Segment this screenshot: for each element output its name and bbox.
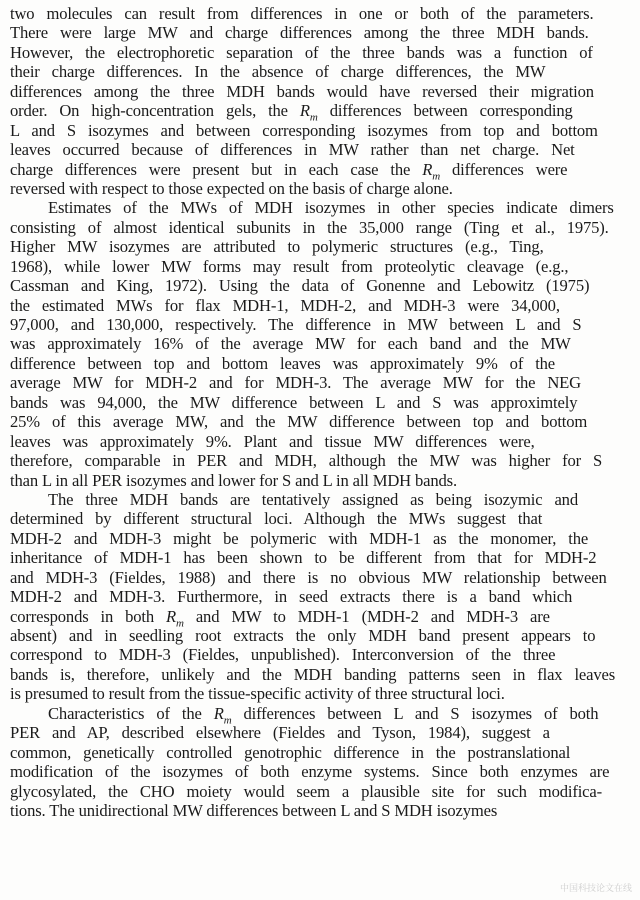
text-line: The three MDH bands are tentatively assigned as being isozymic and bbox=[48, 489, 578, 509]
text-line: Characteristics of the $R_m$ differences between L and S isozymes of both bbox=[48, 703, 599, 727]
text-line: therefore, comparable in PER and MDH, although the MW was higher for S bbox=[10, 451, 603, 471]
text-line: leaves occurred because of differences in MW rather than net charge. Net bbox=[10, 140, 575, 160]
text-line: bands was 94,000, the MW difference between L and S was approximtely bbox=[10, 392, 578, 412]
text-line: two molecules can result from differences in one or both of the parameters. bbox=[10, 4, 594, 23]
paragraph bbox=[10, 704, 630, 821]
text-line: is presumed to result from the tissue-specific activity of three structural loci. bbox=[10, 684, 505, 704]
text-line: MDH-2 and MDH-3 might be polymeric with MDH-1 as the monomer, the bbox=[10, 528, 589, 548]
text-line: 1968), while lower MW forms may result from proteolytic cleavage (e.g., bbox=[10, 256, 569, 276]
text-line: Estimates of the MWs of MDH isozymes in other species indicate dimers bbox=[48, 198, 614, 218]
text-line: However, the electrophoretic separation of the three bands was a function of bbox=[10, 42, 593, 62]
text-line: corresponds in both $R_m$ and MW to MDH-1 (MDH-2 and MDH-3 are bbox=[10, 606, 550, 629]
paragraph bbox=[10, 4, 630, 198]
text-line: their charge differences. In the absence of charge differences, the MW bbox=[10, 62, 546, 82]
text-line: the estimated MWs for flax MDH-1, MDH-2, and MDH-3 were 34,000, bbox=[10, 295, 560, 315]
text-line: glycosylated, the CHO moiety would seem a plausible site for such modifica- bbox=[10, 781, 602, 801]
watermark: 中国科技论文在线 bbox=[559, 884, 632, 894]
text-line: inheritance of MDH-1 has been shown to be different from that for MDH-2 bbox=[10, 548, 597, 568]
text-line: than L in all PER isozymes and lower for S and L in all MDH bands. bbox=[10, 470, 457, 490]
text-line: absent) and in seedling root extracts the only MDH band present appears to bbox=[10, 626, 596, 645]
text-line: Cassman and King, 1972). Using the data of Gonenne and Lebowitz (1975) bbox=[10, 276, 590, 296]
text-line: L and S isozymes and between corresponding isozymes from top and bottom bbox=[10, 120, 598, 140]
text-line: 97,000, and 130,000, respectively. The difference in MW between L and S bbox=[10, 315, 582, 334]
text-line: correspond to MDH-3 (Fieldes, unpublished). Interconversion of the three bbox=[10, 645, 556, 665]
text-line: consisting of almost identical subunits in the 35,000 range (Ting et al., 1975). bbox=[10, 217, 609, 237]
text-line: charge differences were present but in each case the $R_m$ differences were bbox=[10, 159, 568, 182]
text-line: average MW for MDH-2 and for MDH-3. The average MW for the NEG bbox=[10, 373, 581, 393]
text-line: order. On high-concentration gels, the $R_m$ differences between corresponding bbox=[10, 101, 573, 124]
text-line: and MDH-3 (Fieldes, 1988) and there is no obvious MW relationship between bbox=[10, 567, 607, 587]
text-line: differences among the three MDH bands would have reversed their migration bbox=[10, 81, 594, 101]
text-line: reversed with respect to those expected on the basis of charge alone. bbox=[10, 178, 453, 198]
text-line: 25% of this average MW, and the MW difference between top and bottom bbox=[10, 412, 588, 432]
text-line: Higher MW isozymes are attributed to polymeric structures (e.g., Ting, bbox=[10, 237, 544, 257]
text-line: leaves was approximately 9%. Plant and tissue MW differences were, bbox=[10, 431, 535, 451]
text-line: There were large MW and charge differences among the three MDH bands. bbox=[10, 23, 589, 43]
paragraph bbox=[10, 490, 630, 704]
text-line: difference between top and bottom leaves was approximately 9% of the bbox=[10, 353, 556, 373]
text-line: MDH-2 and MDH-3. Furthermore, in seed extracts there is a band which bbox=[10, 587, 573, 607]
text-line: modification of the isozymes of both enzyme systems. Since both enzymes are bbox=[10, 762, 610, 782]
text-line: was approximately 16% of the average MW for each band and the MW bbox=[10, 334, 571, 354]
text-line: determined by different structural loci. Although the MWs suggest that bbox=[10, 509, 543, 529]
text-line: PER and AP, described elsewhere (Fieldes and Tyson, 1984), suggest a bbox=[10, 723, 550, 743]
paragraph bbox=[10, 198, 630, 490]
text-line: bands is, therefore, unlikely and the MDH banding patterns seen in flax leaves bbox=[10, 664, 616, 684]
text-line: tions. The unidirectional MW differences between L and S MDH isozymes bbox=[10, 800, 498, 820]
body-text bbox=[10, 4, 630, 820]
text-line: common, genetically controlled genotrophic difference in the postranslational bbox=[10, 742, 571, 762]
